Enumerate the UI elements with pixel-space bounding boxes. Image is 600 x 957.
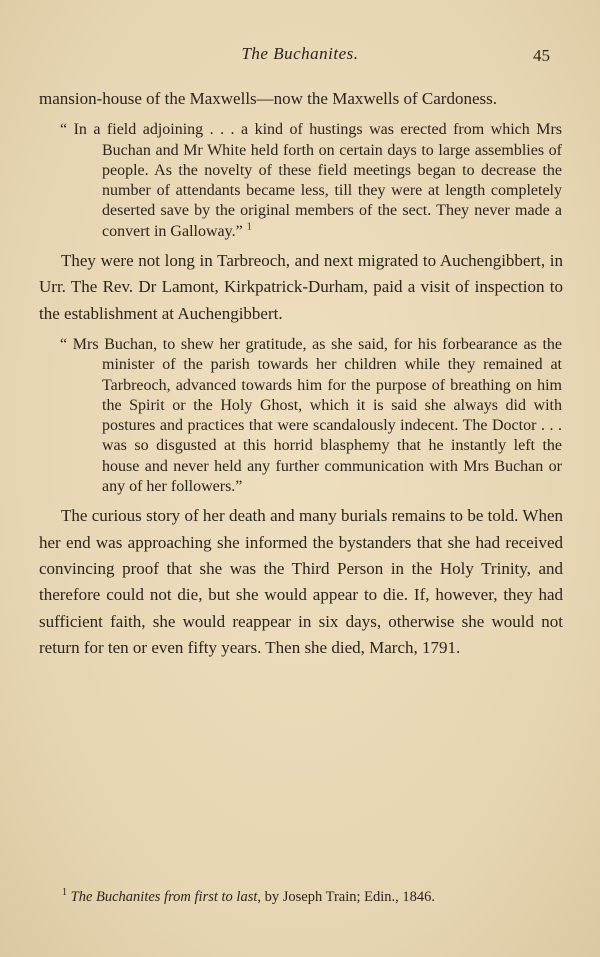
running-title: The Buchanites. (241, 44, 359, 63)
footnote-title: The Buchanites from first to last (70, 889, 258, 905)
paragraph-1: mansion-house of the Maxwells—now the Maxwells of Cardoness. (39, 89, 497, 108)
page-number: 45 (533, 46, 550, 65)
paragraph-3: The curious story of her death and many burials remains to be told. When her end was approaching she informed the bystanders that she had received convincing proof that she was the Third Person in the Holy Trinity, and therefore could not die, but she would appear to die. If, however, they had sufficient faith, she would reappear in six days, otherwise she would not return for ten or even fifty years. Then she died, March, 1791. (39, 506, 563, 657)
block-quote-2: “ Mrs Buchan, to shew her gratitude, as she said, for his forbearance as the minister of the parish towards her children while they remained at Tarbreoch, advanced towards him for the purpose of breathing on him the Spirit or the Holy Ghost, which it is said she always did with postures and practices that were scandalously indecent. The Doctor . . . was so disgusted at this horrid blasphemy that he instantly left the house and never held any further communication with Mrs Buchan or any of her followers.” (60, 335, 562, 496)
block-quote-1-text: “ In a field adjoining . . . a kind of hustings was erected from which Mrs Buchan and Mr White held forth on certain days to large assemblies of people. As the novelty of these field meetings began to decrease the number of attendants became less, till they were at length completely deserted save by the original members of the sect. They never made a convert in Galloway.” (60, 121, 562, 240)
running-head (0, 44, 600, 72)
footnote-text: , by Joseph Train; Edin., 1846. (257, 889, 436, 905)
footnote-mark: 1 (62, 887, 67, 899)
footnote-reference: 1 (246, 221, 252, 233)
block-quote-1 (60, 120, 562, 242)
paragraph-2: They were not long in Tarbreoch, and next migrated to Auchengibbert, in Urr. The Rev. Dr Lamont, Kirkpatrick-Durham, paid a visit of inspection to the establishment at Auchengibbert. (39, 251, 563, 323)
body-text (39, 86, 563, 661)
footnote (62, 888, 562, 906)
